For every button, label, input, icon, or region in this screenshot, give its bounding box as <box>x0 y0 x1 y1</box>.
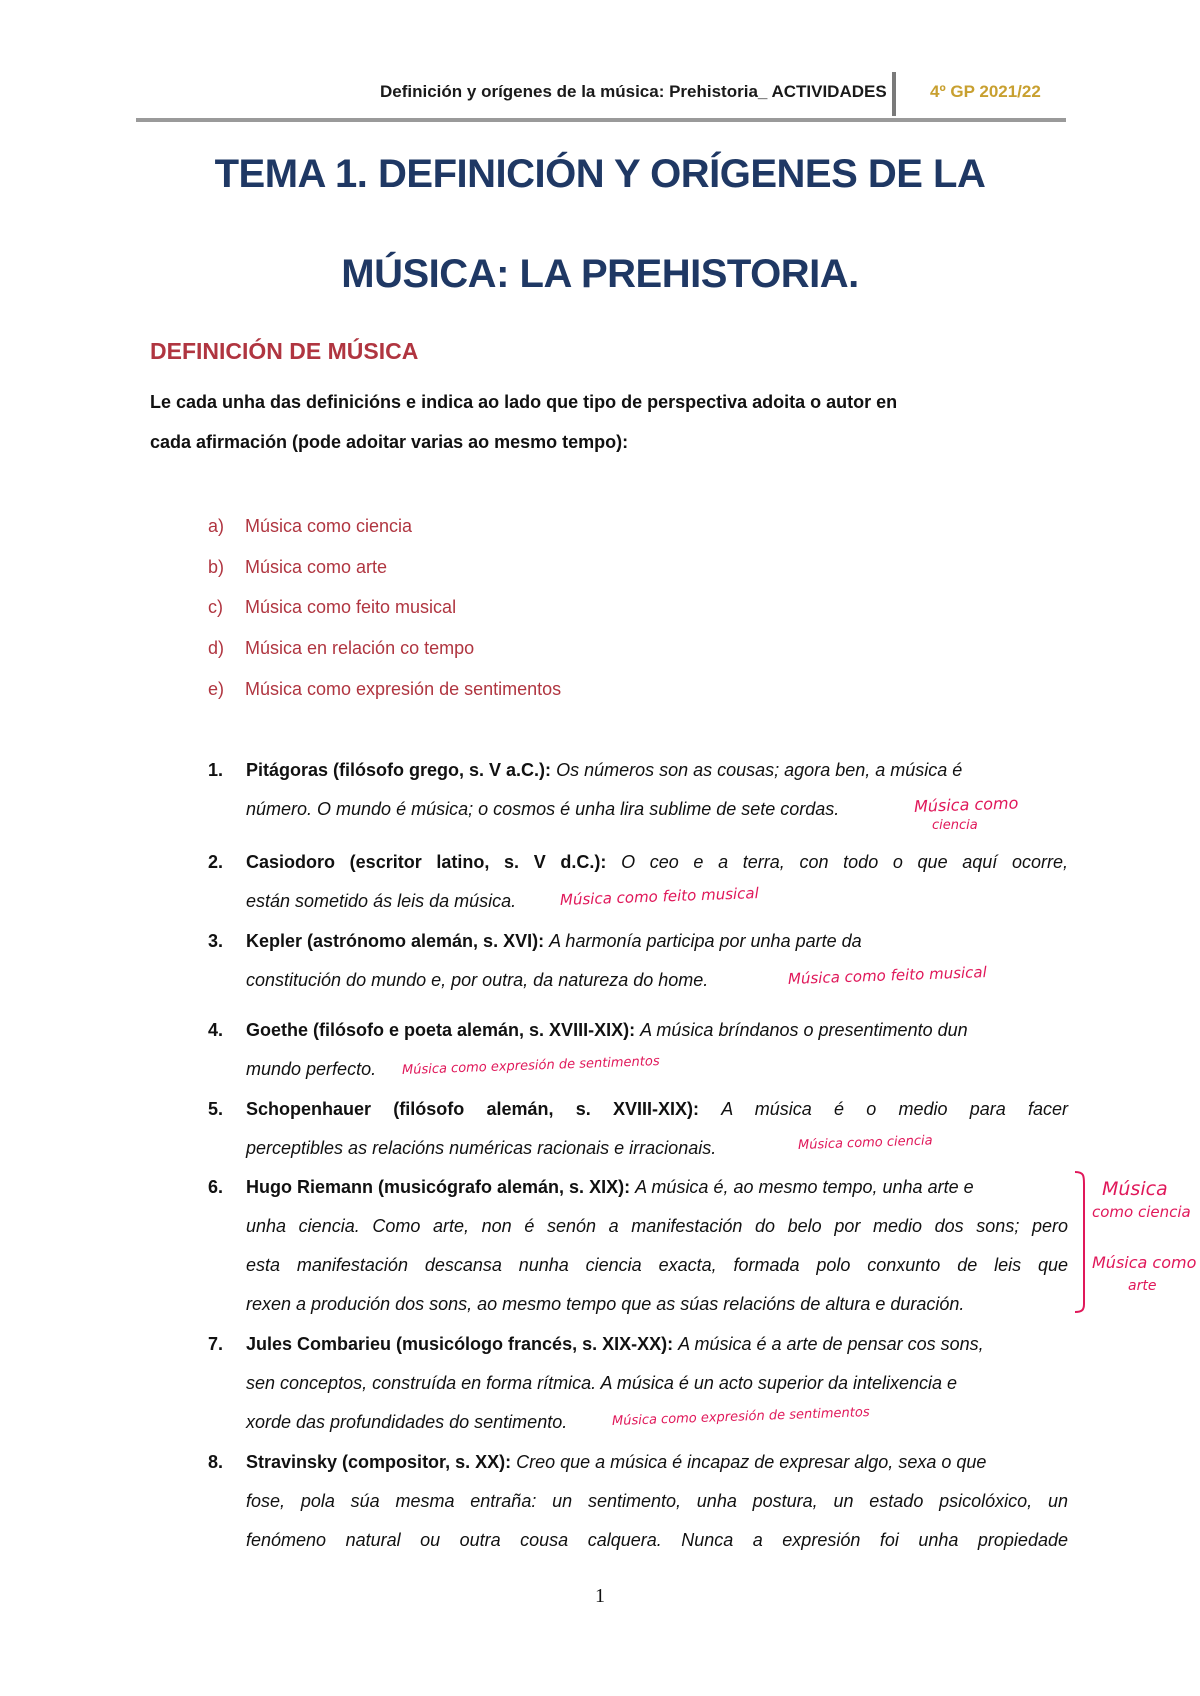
item-number: 7. <box>208 1334 224 1354</box>
section-heading: DEFINICIÓN DE MÚSICA <box>150 338 419 364</box>
item-line: fose, pola súa mesma entraña: un sentimento, unha postura, un estado psicolóxico, un <box>246 1491 1068 1511</box>
item-line: Goethe (filósofo e poeta alemán, s. XVIII-XIX): A música bríndanos o presentimento dun <box>246 1020 968 1040</box>
option-c: c) Música como feito musical <box>208 597 457 617</box>
item-line: constitución do mundo e, por outra, da natureza do home. <box>246 970 709 990</box>
instructions-line-2: cada afirmación (pode adoitar varias ao mesmo tempo): <box>150 432 629 452</box>
item-number: 1. <box>208 760 224 780</box>
item-number: 5. <box>208 1099 224 1119</box>
header-course: 4º GP 2021/22 <box>930 82 1041 101</box>
item-line: Kepler (astrónomo alemán, s. XVI): A harmonía participa por unha parte da <box>246 931 862 951</box>
item-line: esta manifestación descansa nunha ciencia exacta, formada polo conxunto de leis que <box>246 1255 1068 1275</box>
handwritten-note: Música como expresión de sentimentos <box>401 1054 660 1078</box>
handwritten-note: ciencia <box>932 818 978 833</box>
handwritten-note: Música como feito musical <box>787 963 988 988</box>
item-line: sen conceptos, construída en forma rítmica. A música é un acto superior da intelixencia e <box>246 1373 958 1393</box>
item-line: Jules Combarieu (musicólogo francés, s. XIX-XX): A música é a arte de pensar cos sons, <box>246 1334 984 1354</box>
item-number: 3. <box>208 931 224 951</box>
item-line: Pitágoras (filósofo grego, s. V a.C.): Os números son as cousas; agora ben, a música é <box>246 760 963 780</box>
handwritten-note: Música <box>1102 1178 1168 1200</box>
handwritten-note: como ciencia <box>1092 1203 1191 1221</box>
item-line: mundo perfecto. <box>246 1059 377 1079</box>
handwritten-note: Música como <box>913 793 1019 816</box>
item-line: están sometido ás leis da música. <box>246 891 517 911</box>
page-title-line-1: TEMA 1. DEFINICIÓN Y ORÍGENES DE LA <box>214 152 986 196</box>
item-line: Hugo Riemann (musicógrafo alemán, s. XIX): A música é, ao mesmo tempo, unha arte e <box>246 1177 974 1197</box>
item-line: perceptibles as relacións numéricas racionais e irracionais. <box>246 1138 717 1158</box>
header-separator <box>892 72 896 116</box>
handwritten-note: Música como feito musical <box>559 884 760 909</box>
handwritten-note: Música como ciencia <box>797 1133 933 1153</box>
page-number: 1 <box>595 1585 605 1607</box>
handwritten-note: arte <box>1128 1278 1157 1294</box>
item-line: unha ciencia. Como arte, non é senón a manifestación do belo por medio dos sons; pero <box>246 1216 1068 1236</box>
item-number: 8. <box>208 1452 224 1472</box>
item-line: número. O mundo é música; o cosmos é unha lira sublime de sete cordas. <box>246 799 840 819</box>
item-number: 4. <box>208 1020 224 1040</box>
option-d: d) Música en relación co tempo <box>208 638 475 658</box>
item-line: rexen a produción dos sons, ao mesmo tempo que as súas relacións de altura e duración. <box>246 1294 965 1314</box>
handwritten-note: Música como <box>1092 1253 1197 1272</box>
item-number: 6. <box>208 1177 224 1197</box>
item-line: Schopenhauer (filósofo alemán, s. XVIII-XIX): A música é o medio para facer <box>246 1099 1068 1119</box>
item-line: xorde das profundidades do sentimento. <box>246 1412 568 1432</box>
option-b: b) Música como arte <box>208 557 388 577</box>
option-a: a) Música como ciencia <box>208 516 413 536</box>
item-line: Casiodoro (escritor latino, s. V d.C.): O ceo e a terra, con todo o que aquí ocorre, <box>246 852 1068 872</box>
instructions-line-1: Le cada unha das definicións e indica ao lado que tipo de perspectiva adoita o autor en <box>150 392 898 412</box>
handwritten-note: Música como expresión de sentimentos <box>611 1405 870 1429</box>
item-number: 2. <box>208 852 224 872</box>
page-title-line-2: MÚSICA: LA PREHISTORIA. <box>341 252 859 296</box>
header-rule <box>136 118 1066 122</box>
item-line: Stravinsky (compositor, s. XX): Creo que a música é incapaz de expresar algo, sexa o que <box>246 1452 987 1472</box>
item-line: fenómeno natural ou outra cousa calquera. Nunca a expresión foi unha propiedade <box>246 1530 1068 1550</box>
annotation-bracket <box>1074 1170 1088 1314</box>
option-e: e) Música como expresión de sentimentos <box>208 679 562 699</box>
header-title: Definición y orígenes de la música: Prehistoria_ ACTIVIDADES <box>380 82 887 101</box>
